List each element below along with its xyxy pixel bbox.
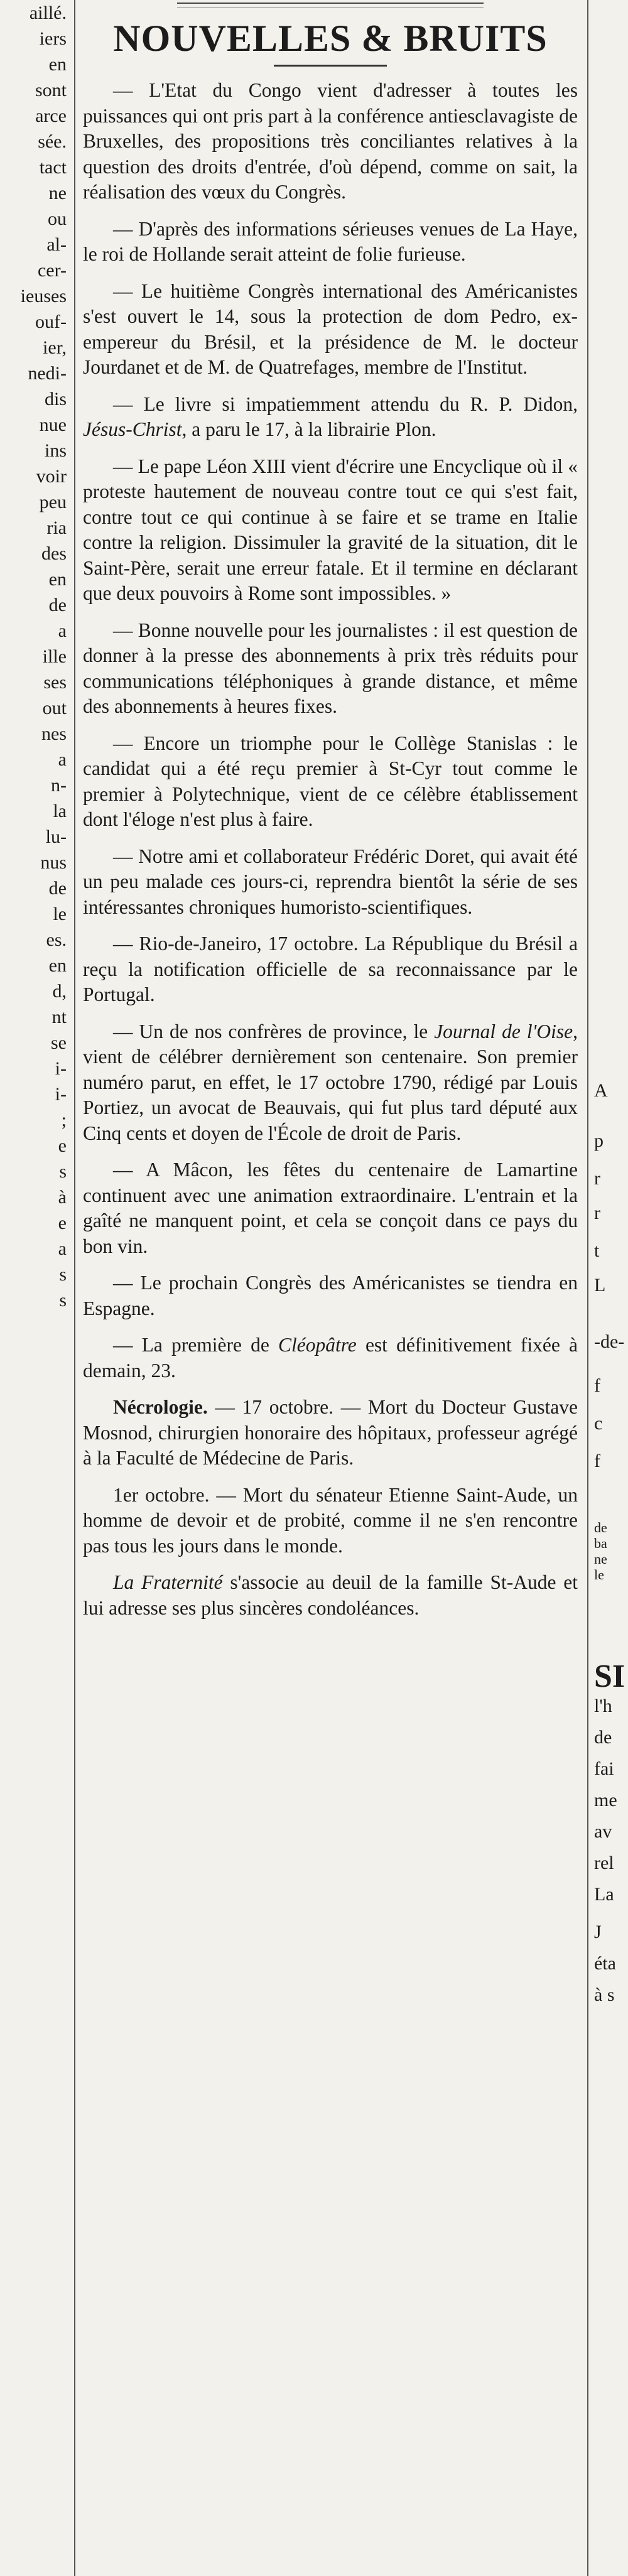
left-fragment: sont [35, 80, 67, 100]
left-fragment: de [48, 595, 67, 615]
news-item-saint-aude: 1er octobre. — Mort du sénateur Etienne Saint-Aude, un homme de devoir et de probité, comme il ne s'en rencontre pas tous les jours dans le monde. [83, 1483, 578, 1557]
news-item-congres-espagne: — Le prochain Congrès des Américanistes se tiendra en Espagne. [83, 1272, 578, 1319]
left-fragment: sée. [38, 131, 67, 152]
right-fragment: de [594, 1520, 607, 1535]
left-fragment: ; [61, 1110, 67, 1130]
left-fragment: des [41, 543, 67, 564]
right-fragment: A [594, 1080, 608, 1101]
left-fragment: cer- [37, 260, 67, 281]
news-item-condoleances: La Fraternité s'associe au deuil de la famille St-Aude et lui adresse ses plus sincères condoléances. [83, 1571, 578, 1619]
left-fragment: en [48, 569, 67, 590]
left-fragment: e [58, 1135, 67, 1156]
left-fragment: se [51, 1032, 67, 1053]
left-fragment: a [58, 620, 67, 641]
left-fragment: de [48, 878, 67, 899]
right-fragment: c [594, 1413, 603, 1434]
right-fragment: l'h [594, 1696, 612, 1716]
left-fragment: d, [52, 981, 67, 1002]
italic-title: Journal de l'Oise [434, 1020, 573, 1042]
news-item-encyclique: — Le pape Léon XIII vient d'écrire une Encyclique où il « proteste hautement de nouveau contre tout ce qui s'est fait, contre tout ce qui continue à se faire et se trame en Italie contre la religion. Dissimuler la gravité de la situation, dit le Saint-Père, serait une erreur fatale. Et il termine en déclarant que deux pouvoirs à Rome sont impossibles. » [83, 455, 578, 604]
left-fragment: n- [51, 775, 67, 796]
left-fragment: a [58, 1238, 67, 1259]
left-fragment: ins [44, 440, 67, 461]
left-fragment: peu [39, 492, 67, 512]
news-item-journalistes: — Bonne nouvelle pour les journalistes : il est question de donner à la presse des abonnements à prix très réduits pour communications téléphoniques à grande distance, et même des abonnements à heures fixes. [83, 619, 578, 717]
right-fragment: t [594, 1240, 600, 1261]
left-fragment: en [48, 54, 67, 75]
right-fragment: fai [594, 1758, 614, 1779]
left-fragment: la [53, 801, 67, 821]
news-item-cleopatre: — La première de Cléopâtre est définitivement fixée à demain, 23. [83, 1334, 578, 1382]
italic-title: Jésus-Christ [83, 418, 182, 440]
right-fragment: r [594, 1168, 600, 1189]
right-fragment: ne [594, 1551, 607, 1567]
left-fragment: ieuses [20, 286, 67, 306]
article-headline: NOUVELLES & BRUITS [113, 18, 548, 59]
right-fragment: me [594, 1790, 617, 1810]
news-item-didon: — Le livre si impatiemment attendu du R. P. Didon, Jésus-Christ, a paru le 17, à la librairie Plon. [83, 392, 578, 440]
right-fragment: L [594, 1275, 606, 1296]
right-fragment: à s [594, 1984, 615, 2005]
left-fragment: ses [43, 672, 67, 693]
left-fragment: ou [48, 208, 67, 229]
column-divider-right [587, 0, 588, 2576]
right-fragment: -de- [594, 1331, 625, 1352]
left-fragment: à [58, 1187, 67, 1208]
news-item-congo: — L'Etat du Congo vient d'adresser à toutes les puissances qui ont pris part à la conférence antiesclavagiste de Bruxelles, des propositions très conciliantes relatives à la question des droits d'entrée, d'où dépend, comme on sait, la réalisation des vœux du Congrès. [83, 79, 578, 203]
right-fragment: le [594, 1567, 604, 1583]
italic-title: Cléopâtre [278, 1334, 357, 1356]
right-column-fragments [590, 0, 628, 2576]
right-fragment: SI [594, 1659, 625, 1694]
left-fragment: ouf- [35, 311, 67, 332]
left-fragment: ne [48, 183, 67, 203]
top-ornament-rule [177, 3, 484, 8]
italic-title: La Fraternité [113, 1571, 223, 1593]
news-item-hollande: — D'après des informations sérieuses venues de La Haye, le roi de Hollande serait atteint de folie furieuse. [83, 217, 578, 265]
news-item-macon: — A Mâcon, les fêtes du centenaire de Lamartine continuent avec une animation extraordinaire. L'entrain et la gaîté ne manquent point, et cela se conçoit dans ce pays du bon vin. [83, 1159, 578, 1257]
left-fragment: es. [46, 929, 67, 950]
right-fragment: f [594, 1375, 600, 1396]
right-fragment: éta [594, 1953, 616, 1974]
right-fragment: La [594, 1884, 614, 1905]
left-fragment: iers [39, 28, 67, 49]
left-fragment: ria [46, 517, 67, 538]
headline-rule [274, 65, 387, 67]
right-fragment: rel [594, 1853, 614, 1873]
left-fragment: al- [46, 234, 67, 255]
right-fragment: ba [594, 1535, 607, 1551]
left-fragment: aillé. [29, 3, 67, 23]
left-fragment: s [59, 1264, 67, 1285]
left-fragment: en [48, 955, 67, 976]
right-fragment: av [594, 1821, 612, 1842]
news-item-necrologie: Nécrologie. — 17 octobre. — Mort du Docteur Gustave Mosnod, chirurgien honoraire des hôpitaux, professeur agrégé à la Faculté de Médecine de Paris. [83, 1396, 578, 1469]
left-fragment: i- [55, 1084, 67, 1105]
left-fragment: s [59, 1290, 67, 1311]
right-fragment: r [594, 1203, 600, 1223]
left-fragment: nue [39, 414, 67, 435]
news-item-journal-oise: — Un de nos confrères de province, le Journal de l'Oise, vient de célébrer dernièrement son centenaire. Son premier numéro parut, en effet, le 17 octobre 1790, rédigé par Louis Portiez, un avocat de Beauvais, qui fut plus tard député aux Cinq cents et doyen de l'École de droit de Paris. [83, 1020, 578, 1144]
left-fragment: nus [40, 852, 67, 873]
left-fragment: nedi- [28, 363, 67, 384]
right-fragment: p [594, 1130, 604, 1151]
left-fragment: e [58, 1213, 67, 1233]
left-fragment: s [59, 1161, 67, 1182]
left-fragment: le [53, 904, 67, 924]
news-item-stanislas: — Encore un triomphe pour le Collège Stanislas : le candidat qui a été reçu premier à St-Cyr tout comme le premier à Polytechnique, vient de ce célèbre établissement dont l'éloge n'est plus à faire. [83, 732, 578, 830]
left-fragment: nes [41, 723, 67, 744]
left-fragment: ille [42, 646, 67, 667]
column-divider-left [74, 0, 75, 2576]
left-fragment: lu- [45, 826, 67, 847]
news-item-bresil: — Rio-de-Janeiro, 17 octobre. La République du Brésil a reçu la notification officielle de sa reconnaissance par le Portugal. [83, 933, 578, 1005]
left-fragment: dis [44, 389, 67, 409]
right-fragment: J [594, 1922, 602, 1942]
left-fragment: voir [36, 466, 67, 487]
left-fragment: ier, [43, 337, 67, 358]
left-column-fragments [0, 0, 70, 2576]
right-fragment: f [594, 1451, 600, 1471]
news-item-doret: — Notre ami et collaborateur Frédéric Doret, qui avait été un peu malade ces jours-ci, reprendra bientôt la série de ses intéressantes chroniques humoristo-scientifiques. [83, 845, 578, 918]
news-item-americanistes: — Le huitième Congrès international des Américanistes s'est ouvert le 14, sous la protection de dom Pedro, ex-empereur du Brésil, et la présidence de M. le docteur Jourdanet et de M. de Quatrefages, membre de l'Institut. [83, 279, 578, 378]
left-fragment: arce [35, 106, 67, 126]
left-fragment: out [42, 698, 67, 718]
left-fragment: a [58, 749, 67, 770]
left-fragment: nt [51, 1007, 67, 1027]
left-fragment: tact [39, 157, 67, 178]
right-fragment: de [594, 1727, 612, 1748]
necrologie-label: Nécrologie. [113, 1396, 208, 1418]
main-article-column [83, 0, 578, 1632]
left-fragment: i- [55, 1058, 67, 1079]
